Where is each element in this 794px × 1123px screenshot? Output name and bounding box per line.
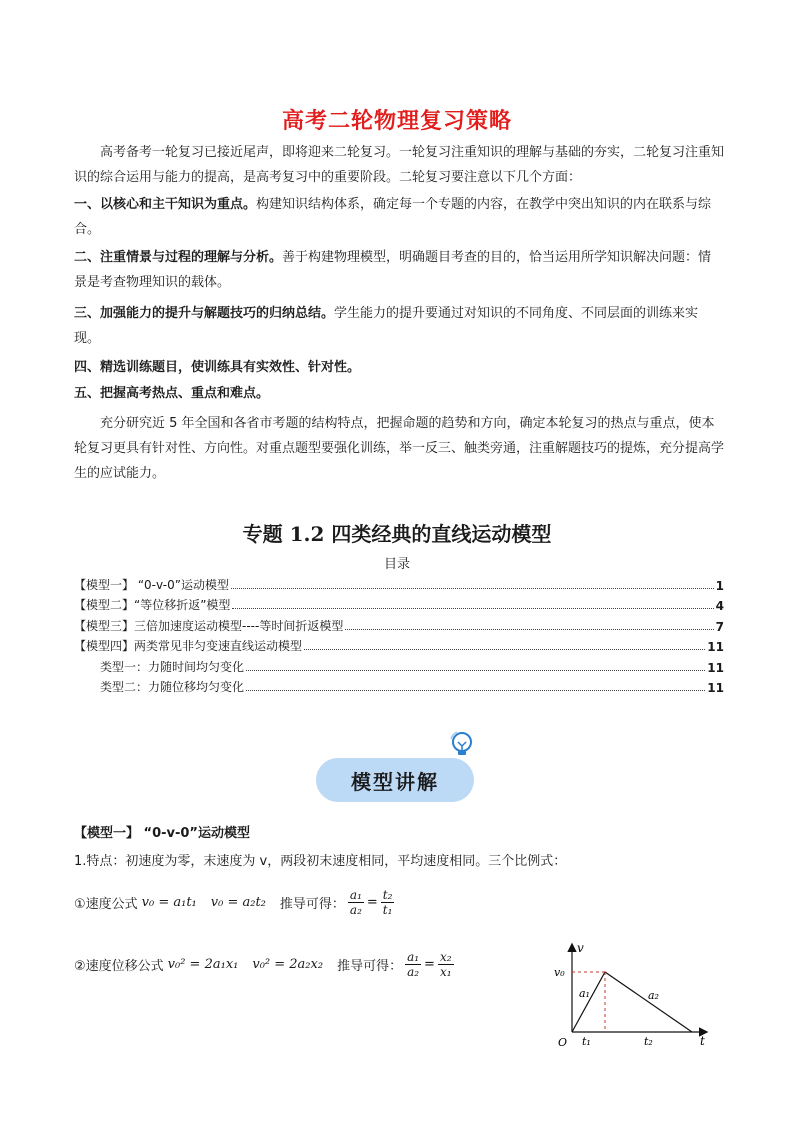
- toc-leader: [232, 608, 713, 609]
- toc-item[interactable]: [74, 593, 724, 614]
- intro-paragraph: 高考备考一轮复习已接近尾声，即将迎来二轮复习。一轮复习注重知识的理解与基础的夯实，二轮复习注重知识的综合运用与能力的提高，是高考复习中的重要阶段。二轮复习要注意以下几个方面：: [74, 145, 725, 185]
- x-axis-label: t: [700, 1034, 705, 1048]
- toc-leader: [246, 690, 705, 691]
- point-1-text: 构建知识结构体系，确定每一个专题的内容，在教学中突出知识的内在联系与综合。: [74, 197, 712, 237]
- toc-item-page: 4: [715, 599, 724, 613]
- fraction: [381, 888, 395, 917]
- formula-2-eq2: v₀² = 2a₂x₂: [252, 957, 324, 972]
- fraction-numerator: a₁: [407, 950, 420, 964]
- t1-label: t₁: [582, 1035, 591, 1048]
- velocity-time-graph: [540, 935, 720, 1050]
- toc-item-label: 类型一：力随时间均匀变化: [100, 659, 245, 674]
- point-1-lead: 一、以核心和主干知识为重点。: [74, 197, 257, 212]
- toc-item[interactable]: [74, 675, 724, 696]
- point-4-lead: 四、精选训练题目，使训练具有实效性、针对性。: [74, 360, 361, 375]
- formula-2-derive: 推导可得：: [337, 959, 403, 974]
- point-4: [74, 355, 724, 380]
- v0-label: v₀: [554, 966, 565, 979]
- formula-1-eq1: v₀ = a₁t₁: [141, 895, 197, 910]
- toc-item-label: 【模型一】 “0-v-0”运动模型: [74, 577, 229, 592]
- page-title: 高考二轮物理复习策略: [281, 109, 512, 134]
- closing-paragraph: 充分研究近 5 年全国和各省市考题的结构特点，把握命题的趋势和方向，确定本轮复习的热点与重点，使本轮复习更具有针对性、方向性。对重点题型要强化训练，举一反三、触类旁通，注重解题技巧的提炼，充分提高学生的应试能力。: [74, 416, 725, 481]
- formula-velocity-displacement: ②速度位移公式 v₀² = 2a₁x₁ v₀² = 2a₂x₂ 推导可得： $\frac{\text{a₁}}{\text{a₂}}$ = $\frac{\text{x₂}}{\text{x₁}}$: [74, 950, 452, 979]
- toc-leader: [304, 649, 705, 650]
- formula-1-eq2: v₀ = a₂t₂: [210, 895, 266, 910]
- point-5: [74, 381, 724, 406]
- t2-label: t₂: [644, 1035, 653, 1048]
- fraction-denominator: x₁: [439, 965, 452, 979]
- point-2: [74, 245, 724, 295]
- toc-item[interactable]: [74, 654, 724, 675]
- banner-label: 模型讲解: [316, 758, 474, 802]
- point-5-text: 五、把握高考热点、重点和难点。: [74, 386, 270, 401]
- model-banner: [316, 730, 476, 808]
- fraction-numerator: a₁: [349, 888, 362, 902]
- formula-velocity: ①速度公式 v₀ = a₁t₁ v₀ = a₂t₂ 推导可得： $\frac{\text{a₁}}{\text{a₂}}$ = $\frac{\text{t₂}}{\text{t₁}}$: [74, 888, 393, 917]
- y-axis-label: v: [577, 941, 584, 955]
- a2-label: a₂: [648, 989, 659, 1002]
- fraction: [348, 888, 364, 917]
- fraction-denominator: t₁: [382, 903, 393, 917]
- section-subtitle: 专题 1.2 四类经典的直线运动模型: [242, 522, 552, 546]
- fraction-numerator: t₂: [382, 888, 393, 902]
- point-3-lead: 三、加强能力的提升与解题技巧的归纳总结。: [74, 306, 335, 321]
- fraction-denominator: a₂: [349, 903, 362, 917]
- table-of-contents: [74, 572, 724, 695]
- formula-1-derive: 推导可得：: [279, 897, 345, 912]
- origin-label: O: [558, 1036, 568, 1049]
- fraction: [438, 950, 454, 979]
- toc-item-label: 【模型四】两类常见非匀变速直线运动模型: [74, 639, 303, 653]
- formula-1-prefix: ①速度公式: [74, 897, 138, 912]
- point-2-lead: 二、注重情景与过程的理解与分析。: [74, 250, 283, 265]
- toc-leader: [231, 588, 714, 589]
- toc-title: 目录: [383, 557, 410, 572]
- toc-item-label: 【模型三】三倍加速度运动模型----等时间折返模型: [74, 618, 344, 633]
- point-3: [74, 301, 724, 351]
- toc-item-page: 11: [707, 660, 724, 675]
- toc-leader: [345, 629, 713, 630]
- fraction: [405, 950, 421, 979]
- a1-label: a₁: [579, 987, 590, 1000]
- toc-item[interactable]: [74, 572, 724, 593]
- toc-item[interactable]: [74, 634, 724, 655]
- point-3-text: 学生能力的提升要通过对知识的不同角度、不同层面的训练来实现。: [74, 306, 699, 346]
- point-1: [74, 192, 724, 242]
- toc-leader: [246, 670, 705, 671]
- lightbulb-icon: [448, 730, 476, 760]
- model-one-heading: 【模型一】 “0-v-0”运动模型: [74, 826, 250, 841]
- formula-2-prefix: ②速度位移公式: [74, 959, 164, 974]
- toc-item-page: 11: [707, 681, 724, 695]
- formula-2-eq1: v₀² = 2a₁x₁: [167, 957, 239, 972]
- feature-text: 1.特点：初速度为零，末速度为 v，两段初末速度相同，平均速度相同。三个比例式：: [74, 854, 567, 869]
- toc-item-page: 7: [715, 619, 724, 634]
- toc-item-page: 11: [707, 640, 724, 654]
- velocity-line: [572, 972, 692, 1032]
- toc-item-label: 【模型二】“等位移折返”模型: [74, 598, 231, 612]
- fraction-numerator: x₂: [439, 950, 452, 964]
- point-2-text: 善于构建物理模型，明确题目考查的目的，恰当运用所学知识解决问题：情景是考查物理知识的载体。: [74, 250, 712, 290]
- fraction-denominator: a₂: [407, 965, 420, 979]
- toc-item-label: 类型二：力随位移均匀变化: [100, 680, 245, 694]
- toc-item-page: 1: [715, 578, 724, 593]
- toc-item[interactable]: [74, 613, 724, 634]
